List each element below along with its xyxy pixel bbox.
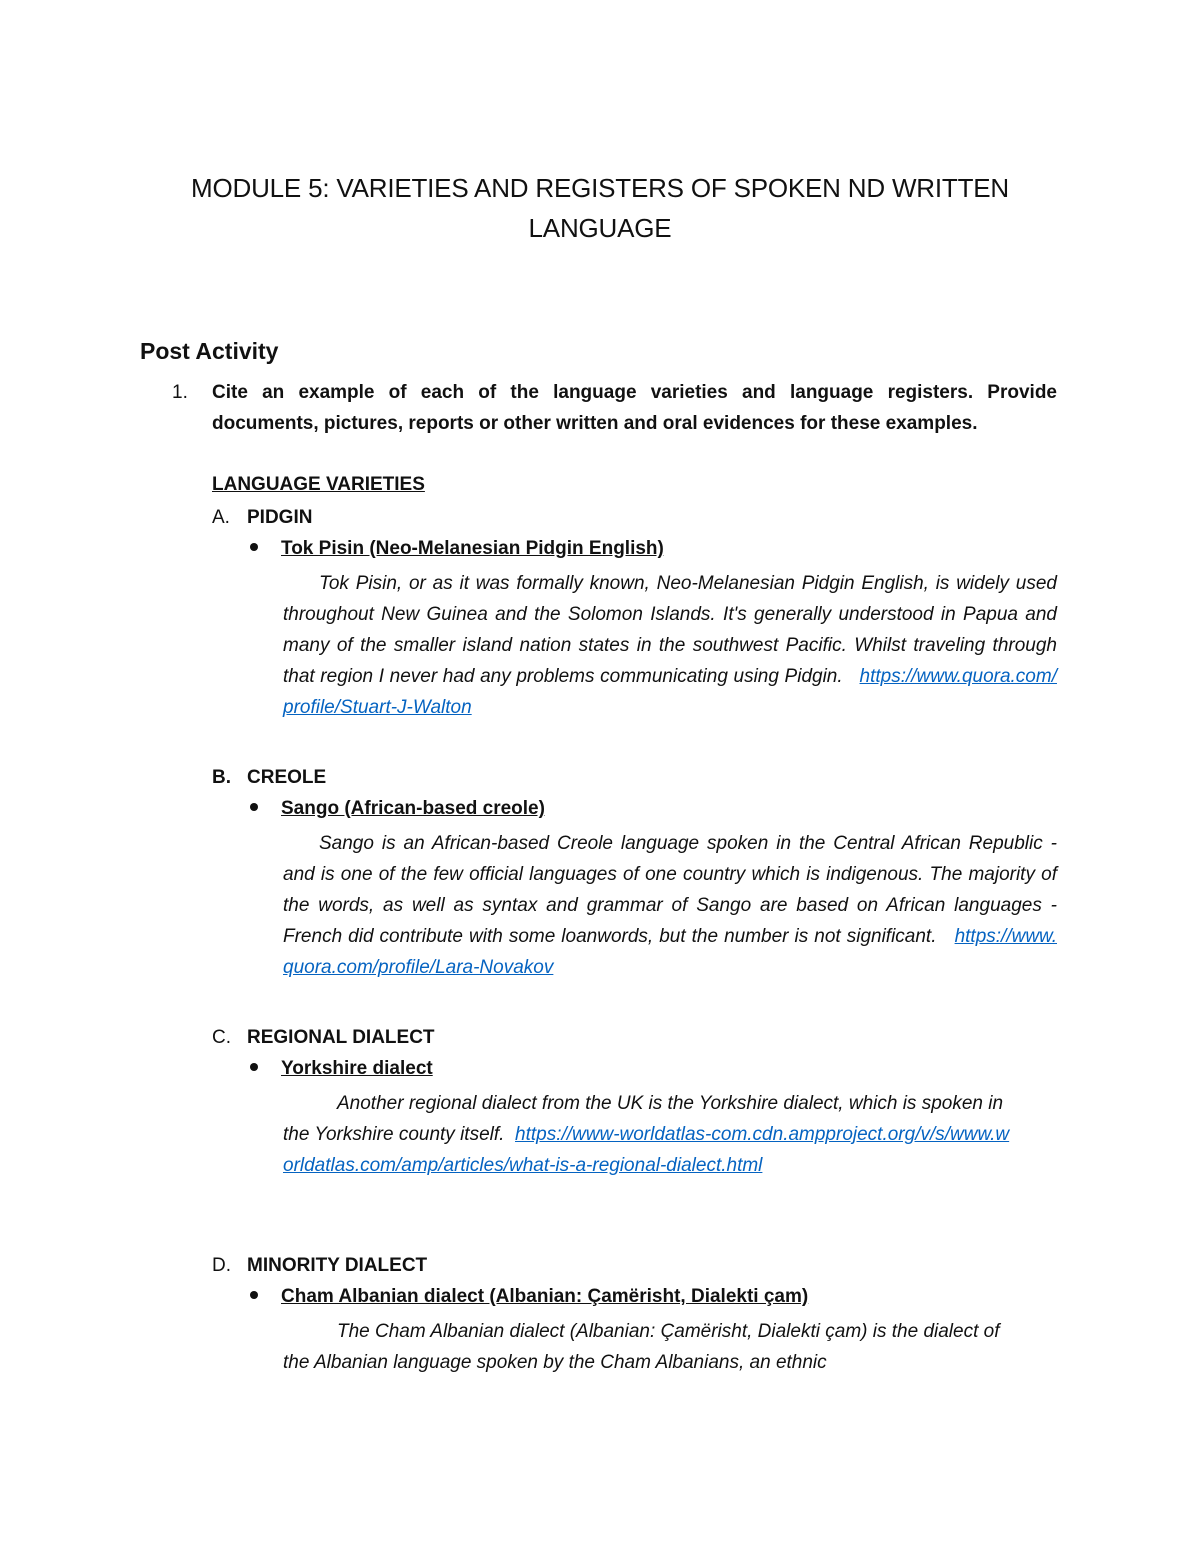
paragraph-text: Tok Pisin, or as it was formally known, Neo-Melanesian Pidgin English, is widely used throughout New Guinea and the Solomon Islands. It's generally understood in Papua and many of the smaller island nation states in the southwest Pacific. Whilst traveling through that region I never had any problems communicating using Pidgin. [283, 573, 1057, 687]
section-title: CREOLE [247, 767, 327, 788]
post-activity-heading: Post Activity [140, 338, 279, 364]
title-line-2: LANGUAGE [528, 213, 672, 243]
section-c-paragraph [283, 1088, 1013, 1181]
bullet-icon [250, 1291, 258, 1299]
section-letter: C. [212, 1027, 231, 1048]
title-line-1: MODULE 5: VARIETIES AND REGISTERS OF SPOKEN ND WRITTEN [191, 173, 1009, 203]
section-a-bullet [250, 538, 664, 560]
section-c-heading [212, 1027, 435, 1049]
section-b-bullet [250, 798, 545, 820]
bullet-label: Cham Albanian dialect (Albanian: Çamërisht, Dialekti çam) [281, 1286, 809, 1307]
bullet-icon [250, 1063, 258, 1071]
section-letter: A. [212, 507, 230, 528]
paragraph-text: The Cham Albanian dialect (Albanian: Çamërisht, Dialekti çam) is the dialect of the Albanian language spoken by the Cham Albanians, an ethnic [283, 1321, 1000, 1373]
bullet-label: Sango (African-based creole) [281, 798, 545, 819]
question-number: 1. [172, 382, 188, 403]
section-b-heading [212, 767, 326, 789]
bullet-label: Tok Pisin (Neo-Melanesian Pidgin English) [281, 538, 664, 559]
bullet-icon [250, 803, 258, 811]
section-letter: D. [212, 1255, 231, 1276]
question-text: Cite an example of each of the language varieties and language registers. Provide documents, pictures, reports or other written and oral evidences for these examples. [212, 382, 1057, 434]
language-varieties-heading: LANGUAGE VARIETIES [212, 474, 425, 495]
section-d-bullet [250, 1286, 808, 1308]
section-title: MINORITY DIALECT [247, 1255, 428, 1276]
section-d-heading [212, 1255, 427, 1277]
section-a-paragraph [283, 568, 1057, 723]
question-item [172, 377, 1057, 439]
section-a-heading [212, 507, 312, 529]
section-c-bullet [250, 1058, 433, 1080]
document-title [140, 168, 1060, 248]
section-title: REGIONAL DIALECT [247, 1027, 435, 1048]
source-link[interactable]: https://www.quora.com/profile/Lara-Novakov [283, 926, 1057, 978]
source-link[interactable]: https://www.quora.com/profile/Stuart-J-Walton [283, 666, 1057, 718]
bullet-label: Yorkshire dialect [281, 1058, 433, 1079]
section-title: PIDGIN [247, 507, 313, 528]
paragraph-text: Sango is an African-based Creole language spoken in the Central African Republic - and is one of the few official languages of one country which is indigenous. The majority of the words, as well as syntax and grammar of Sango are based on African languages - French did contribute with some loanwords, but the number is not significant. [283, 833, 1057, 947]
section-letter: B. [212, 767, 231, 788]
bullet-icon [250, 543, 258, 551]
section-b-paragraph [283, 828, 1057, 983]
section-d-paragraph [283, 1316, 1013, 1378]
source-link[interactable]: https://www-worldatlas-com.cdn.ampproject.org/v/s/www.worldatlas.com/amp/articles/what-is-a-regional-dialect.html [283, 1124, 1010, 1176]
paragraph-text: Another regional dialect from the UK is the Yorkshire dialect, which is spoken in the Yorkshire county itself. [283, 1093, 1004, 1145]
